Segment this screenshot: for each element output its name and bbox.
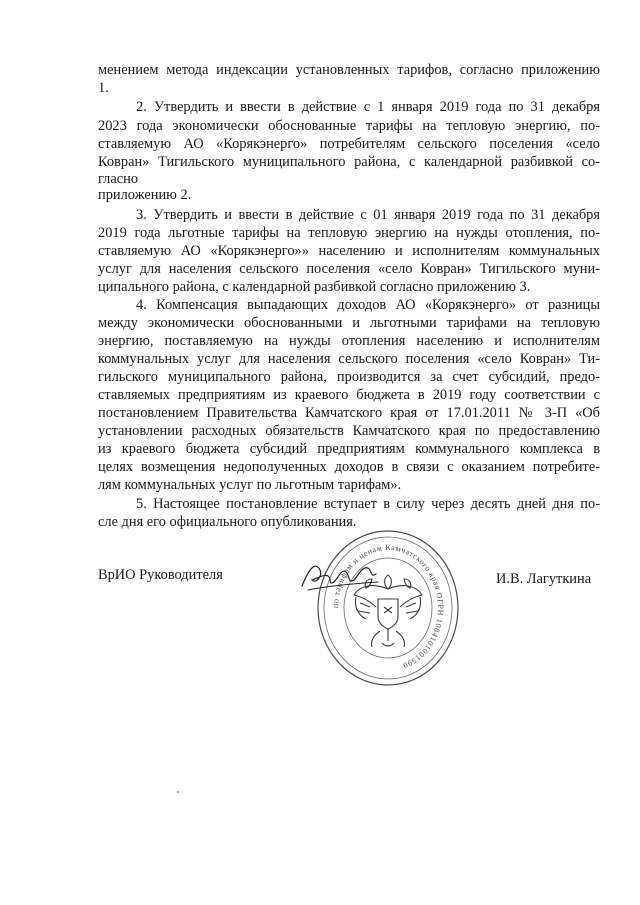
text-line: 2023 года экономически обоснованные тарифы на тепловую энергию, по- (98, 118, 600, 134)
text-line: энергию, поставляемую на нужды отопления населению и исполнителям (98, 333, 600, 349)
handwritten-signature (298, 556, 382, 596)
text-line: услуг для населения сельского поселения «село Ковран» Тигильского муни- (98, 261, 600, 277)
text-line: 5. Настоящее постановление вступает в силу через десять дней дня по- (136, 496, 600, 512)
scan-speck (177, 791, 179, 793)
text-line: Ковран» Тигильского муниципального района, с календарной разбивкой со- (98, 154, 600, 170)
text-line: гильского муниципального района, производится за счет субсидий, предо- (98, 369, 600, 385)
text-line: ставляемую АО «Корякэнерго» потребителям сельского поселения «село (98, 136, 600, 152)
text-line: установлении расходных обязательств Камчатского края по предоставлению (98, 423, 600, 439)
text-line: ставляемых предприятиям из краевого бюджета в 2019 году соответствии с (98, 387, 600, 403)
signatory-position: ВрИО Руководителя (98, 567, 223, 583)
text-line: между экономически обоснованными и льготными тарифами на тепловую (98, 315, 600, 331)
signatory-name: И.В. Лагуткина (496, 571, 592, 587)
text-line: 4. Компенсация выпадающих доходов АО «Корякэнерго» от разницы (136, 297, 600, 313)
text-line: 2019 года льготные тарифы на тепловую энергию на нужды отопления, по- (98, 225, 600, 241)
text-line: лям коммунальных услуг по льготным тарифам». (98, 477, 402, 493)
text-line: целях возмещения недополученных доходов в связи с оказанием потребите- (98, 459, 600, 475)
text-line: из краевого бюджета субсидий предприятиям коммунального комплекса в (98, 441, 600, 457)
text-line: 1. (98, 80, 109, 96)
text-line: постановлением Правительства Камчатского края от 17.01.2011 № 3-П «Об (98, 405, 600, 421)
svg-text:по тарифам и ценам Камчатского: по тарифам и ценам Камчатского края ОГРН 1084101001590 (330, 542, 446, 671)
text-line: приложению 2. (98, 187, 192, 203)
official-seal (314, 527, 462, 689)
text-line: коммунальных услуг для населения сельского поселения «село Ковран» Ти- (98, 351, 600, 367)
text-line: сле дня его официального опубликования. (98, 514, 357, 530)
text-line: гласно (98, 171, 139, 187)
text-line: ставляемую АО «Корякэнерго»» населению и исполнителям коммунальных (98, 243, 600, 259)
text-line: ципального района, с календарной разбивкой согласно приложению 3. (98, 279, 531, 295)
text-line: 3. Утвердить и ввести в действие с 01 января 2019 года по 31 декабря (136, 207, 600, 223)
text-line: 2. Утвердить и ввести в действие с 1 января 2019 года по 31 декабря (136, 99, 600, 115)
text-line: менением метода индексации установленных тарифов, согласно приложению (98, 62, 600, 78)
